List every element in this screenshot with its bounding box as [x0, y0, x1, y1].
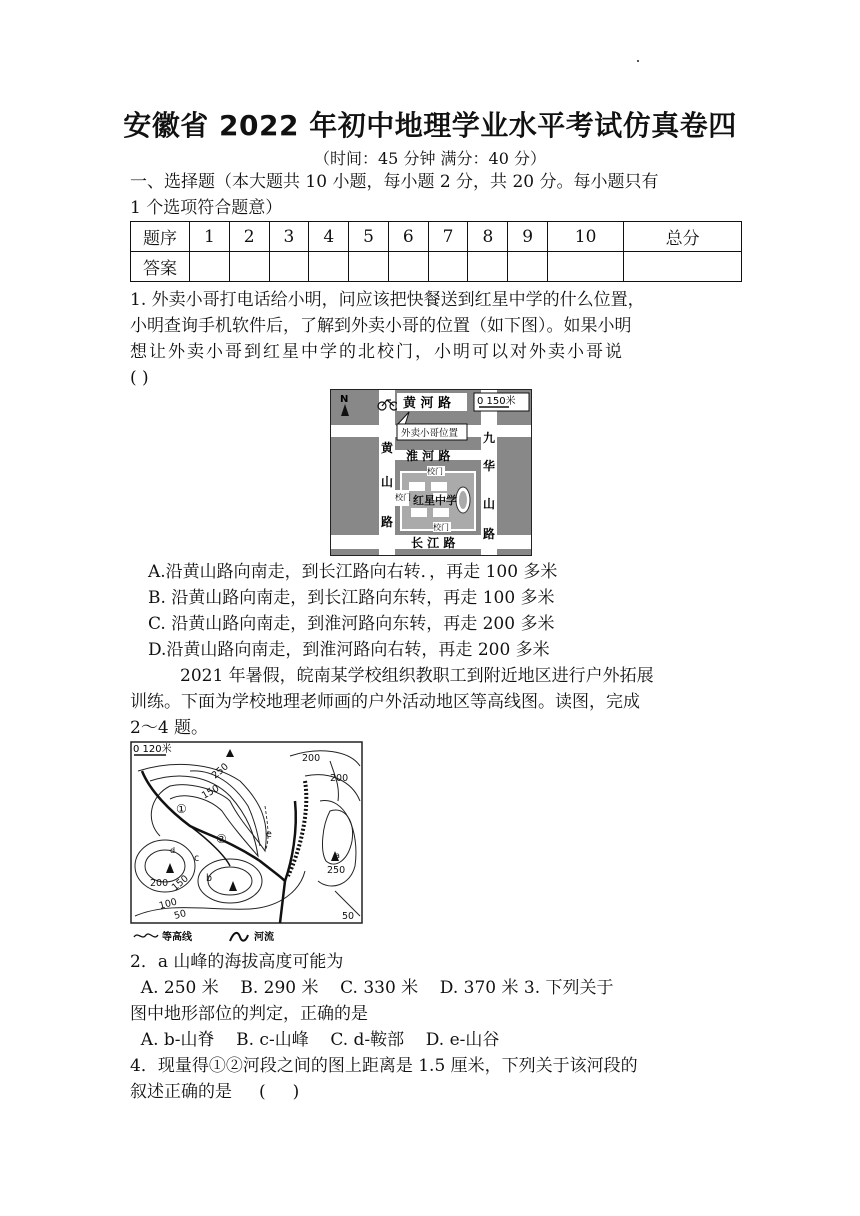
road-jiuhua-2: 华 [483, 459, 496, 473]
road-huangshan-2: 山 [381, 475, 394, 489]
answer-cell[interactable] [349, 252, 389, 282]
col-4: 4 [309, 222, 349, 252]
q3-options[interactable]: A. b-山脊 B. c-山峰 C. d-鞍部 D. e-山谷 [130, 1030, 500, 1050]
intro-line3: 2～4 题。 [130, 718, 209, 738]
contour-label: 50 [342, 911, 355, 922]
q1-line1: 1. 外卖小哥打电话给小明，问应该把快餐送到红星中学的什么位置， [130, 290, 645, 310]
col-8: 8 [468, 222, 508, 252]
point-label-a: a [335, 851, 340, 860]
road-huangshan-1: 黄 [381, 441, 394, 455]
road-jiuhua-4: 路 [483, 527, 496, 541]
q1-line3: 想让外卖小哥到红星中学的北校门，小明可以对外卖小哥说 [130, 342, 624, 362]
north-label: N [340, 394, 349, 405]
col-6: 6 [388, 222, 428, 252]
q1-option-b[interactable]: B. 沿黄山路向南走，到长江路向东转，再走 100 多米 [148, 588, 555, 608]
contour-label: 200 [302, 753, 321, 764]
point-label-b: b [206, 873, 213, 884]
stray-dot [637, 60, 639, 62]
contour-label: 150 [200, 783, 222, 802]
contour-label: 200 [150, 878, 169, 889]
river-legend-icon [230, 933, 248, 941]
row-label-number: 题序 [131, 222, 190, 252]
q2-stem: 2．a 山峰的海拔高度可能为 [130, 952, 344, 972]
answer-cell[interactable] [269, 252, 309, 282]
q1-option-c[interactable]: C. 沿黄山路向南走，到淮河路向东转，再走 200 多米 [148, 614, 555, 634]
map2-scale: 0 120米 [133, 744, 172, 755]
legend-contour: 等高线 [162, 932, 192, 943]
river-point-2: ② [216, 832, 227, 846]
q3-stem: 图中地形部位的判定，正确的是 [130, 1004, 368, 1024]
col-10: 10 [548, 222, 624, 252]
answer-cell[interactable] [468, 252, 508, 282]
road-huanghe: 黄 河 路 [403, 396, 452, 411]
col-total: 总分 [624, 222, 742, 252]
col-1: 1 [190, 222, 230, 252]
col-3: 3 [269, 222, 309, 252]
answer-cell[interactable] [548, 252, 624, 282]
table-row-number [131, 222, 742, 252]
col-5: 5 [349, 222, 389, 252]
answer-cell[interactable] [428, 252, 468, 282]
col-7: 7 [428, 222, 468, 252]
river-point-1: ① [176, 802, 187, 816]
contour-label: 250 [327, 865, 346, 876]
answer-cell[interactable] [624, 252, 742, 282]
answer-cell[interactable] [508, 252, 548, 282]
page-title: 安徽省 2022 年初中地理学业水平考试仿真卷四 [123, 109, 737, 142]
intro-line1: 2021 年暑假，皖南某学校组织教职工到附近地区进行户外拓展 [180, 666, 654, 686]
school-location-map [330, 389, 532, 556]
contour-label: 150 [169, 873, 191, 894]
answer-cell[interactable] [190, 252, 230, 282]
courier-location-label: 外卖小哥位置 [401, 428, 459, 439]
q1-option-d[interactable]: D.沿黄山路向南走，到淮河路向右转，再走 200 多米 [148, 640, 550, 660]
contour-label: 200 [330, 773, 349, 784]
answer-cell[interactable] [388, 252, 428, 282]
point-label-d: d [170, 846, 176, 855]
intro-line2: 训练。下面为学校地理老师画的户外活动地区等高线图。读图，完成 [130, 692, 640, 712]
col-2: 2 [229, 222, 269, 252]
q2-options[interactable]: A. 250 米 B. 290 米 C. 330 米 D. 370 米 3. 下列关于 [130, 978, 614, 998]
contour-map [130, 741, 365, 946]
contour-label: 250 [209, 761, 231, 782]
contour-label: 50 [172, 908, 188, 922]
q4-line1: 4．现量得①②河段之间的图上距离是 1.5 厘米，下列关于该河段的 [130, 1056, 638, 1076]
row-label-answer: 答案 [131, 252, 190, 282]
exam-info: （时间：45 分钟 满分：40 分） [314, 149, 546, 168]
legend-river: 河流 [254, 932, 274, 943]
school-name: 红星中学 [413, 494, 457, 507]
gate-north: 校门 [427, 467, 443, 476]
section-heading-line2: 1 个选项符合题意） [130, 198, 283, 218]
gate-south: 校门 [433, 523, 449, 532]
answer-cell[interactable] [309, 252, 349, 282]
section-heading-line1: 一、选择题（本大题共 10 小题，每小题 2 分，共 20 分。每小题只有 [130, 172, 659, 192]
road-huaihe: 淮 河 路 [406, 449, 451, 463]
table-row-answer [131, 252, 742, 282]
col-9: 9 [508, 222, 548, 252]
q1-option-a[interactable]: A.沿黄山路向南走，到长江路向右转．，再走 100 多米 [148, 562, 558, 582]
contour-legend-icon [134, 934, 158, 937]
answer-table [130, 221, 742, 282]
point-label-e: e [266, 829, 272, 840]
answer-cell[interactable] [229, 252, 269, 282]
point-label-c: c [194, 853, 200, 864]
q1-blank: ( ) [130, 368, 149, 388]
q1-line2: 小明查询手机软件后，了解到外卖小哥的位置（如下图）。如果小明 [130, 316, 632, 336]
road-jiuhua-1: 九 [483, 431, 496, 445]
contour-label: 100 [157, 896, 179, 912]
q4-line2: 叙述正确的是 ( ) [130, 1082, 300, 1102]
map1-scale: 0 150米 [477, 396, 516, 407]
road-changjiang: 长 江 路 [411, 536, 456, 550]
gate-west: 校门 [395, 493, 411, 502]
road-jiuhua-3: 山 [483, 497, 496, 511]
road-huangshan-3: 路 [381, 515, 394, 529]
